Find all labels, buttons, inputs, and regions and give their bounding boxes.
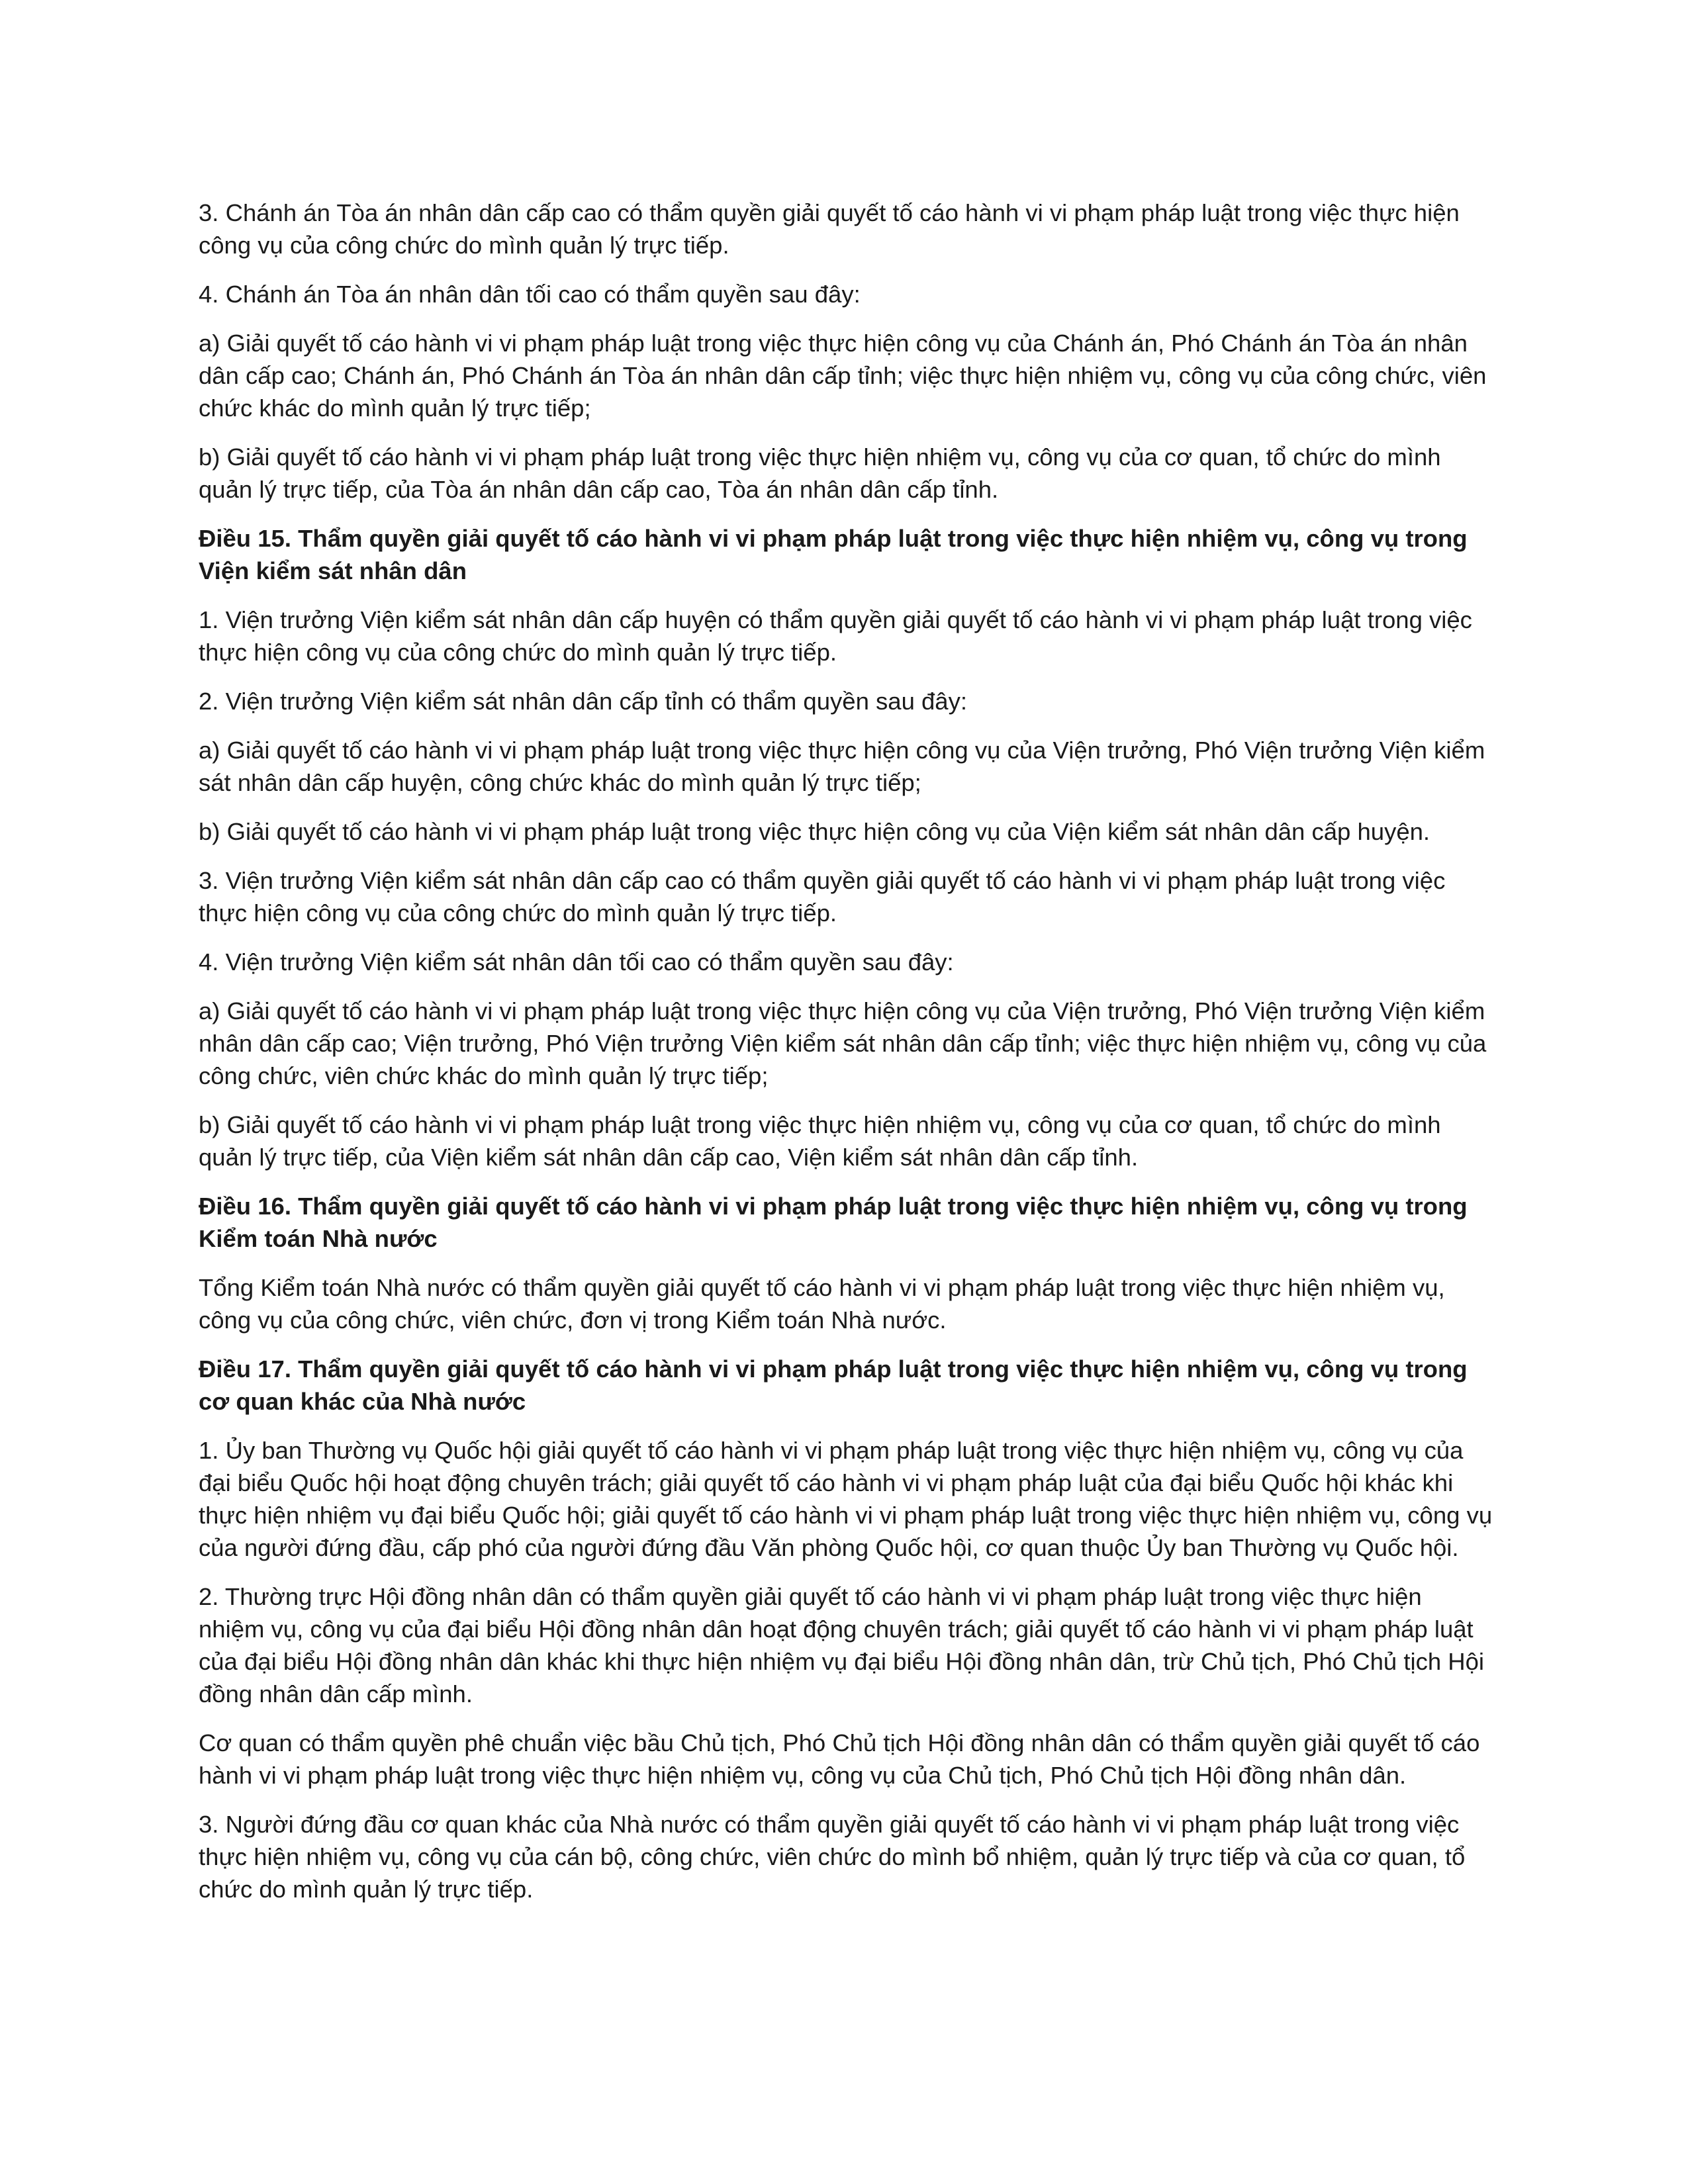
article-heading: Điều 17. Thẩm quyền giải quyết tố cáo hành vi vi phạm pháp luật trong việc thực hiện nhiệm vụ, công vụ trong cơ quan khác của Nhà nước [199,1355,1468,1415]
paragraph: Tổng Kiểm toán Nhà nước có thẩm quyền giải quyết tố cáo hành vi vi phạm pháp luật trong việc thực hiện nhiệm vụ, công vụ của công chức, viên chức, đơn vị trong Kiểm toán Nhà nước. [199,1274,1445,1334]
article-heading: Điều 16. Thẩm quyền giải quyết tố cáo hành vi vi phạm pháp luật trong việc thực hiện nhiệm vụ, công vụ trong Kiểm toán Nhà nước [199,1193,1468,1252]
paragraph: 3. Chánh án Tòa án nhân dân cấp cao có thẩm quyền giải quyết tố cáo hành vi vi phạm pháp luật trong việc thực hiện công vụ của công chức do mình quản lý trực tiếp. [199,199,1460,259]
paragraph: b) Giải quyết tố cáo hành vi vi phạm pháp luật trong việc thực hiện nhiệm vụ, công vụ của cơ quan, tổ chức do mình quản lý trực tiếp, của Tòa án nhân dân cấp cao, Tòa án nhân dân cấp tỉnh. [199,443,1441,503]
paragraph: a) Giải quyết tố cáo hành vi vi phạm pháp luật trong việc thực hiện công vụ của Chánh án, Phó Chánh án Tòa án nhân dân cấp cao; Chánh án, Phó Chánh án Tòa án nhân dân cấp tỉnh; việc thực hiện nhiệm vụ, công vụ của công chức, viên chức khác do mình quản lý trực tiếp; [199,330,1487,422]
paragraph: b) Giải quyết tố cáo hành vi vi phạm pháp luật trong việc thực hiện công vụ của Viện kiểm sát nhân dân cấp huyện. [199,818,1430,845]
article-heading: Điều 15. Thẩm quyền giải quyết tố cáo hành vi vi phạm pháp luật trong việc thực hiện nhiệm vụ, công vụ trong Viện kiểm sát nhân dân [199,525,1468,584]
paragraph: 1. Viện trưởng Viện kiểm sát nhân dân cấp huyện có thẩm quyền giải quyết tố cáo hành vi vi phạm pháp luật trong việc thực hiện công vụ của công chức do mình quản lý trực tiếp. [199,606,1472,666]
paragraph: a) Giải quyết tố cáo hành vi vi phạm pháp luật trong việc thực hiện công vụ của Viện trưởng, Phó Viện trưởng Viện kiểm nhân dân cấp cao; Viện trưởng, Phó Viện trưởng Viện kiểm sát nhân dân cấp tỉnh; việc thực hiện nhiệm vụ, công vụ của công chức, viên chức khác do mình quản lý trực tiếp; [199,997,1487,1089]
paragraph: 4. Chánh án Tòa án nhân dân tối cao có thẩm quyền sau đây: [199,281,861,308]
paragraph: a) Giải quyết tố cáo hành vi vi phạm pháp luật trong việc thực hiện công vụ của Viện trưởng, Phó Viện trưởng Viện kiểm sát nhân dân cấp huyện, công chức khác do mình quản lý trực tiếp; [199,737,1485,796]
paragraph: Cơ quan có thẩm quyền phê chuẩn việc bầu Chủ tịch, Phó Chủ tịch Hội đồng nhân dân có thẩm quyền giải quyết tố cáo hành vi vi phạm pháp luật trong việc thực hiện nhiệm vụ, công vụ của Chủ tịch, Phó Chủ tịch Hội đồng nhân dân. [199,1729,1480,1789]
paragraph: 2. Viện trưởng Viện kiểm sát nhân dân cấp tỉnh có thẩm quyền sau đây: [199,688,967,715]
paragraph: b) Giải quyết tố cáo hành vi vi phạm pháp luật trong việc thực hiện nhiệm vụ, công vụ của cơ quan, tổ chức do mình quản lý trực tiếp, của Viện kiểm sát nhân dân cấp cao, Viện kiểm sát nhân dân cấp tỉnh. [199,1111,1441,1171]
paragraph: 3. Người đứng đầu cơ quan khác của Nhà nước có thẩm quyền giải quyết tố cáo hành vi vi phạm pháp luật trong việc thực hiện nhiệm vụ, công vụ của cán bộ, công chức, viên chức do mình bổ nhiệm, quản lý trực tiếp và của cơ quan, tổ chức do mình quản lý trực tiếp. [199,1811,1466,1903]
paragraph: 3. Viện trưởng Viện kiểm sát nhân dân cấp cao có thẩm quyền giải quyết tố cáo hành vi vi phạm pháp luật trong việc thực hiện công vụ của công chức do mình quản lý trực tiếp. [199,867,1446,927]
paragraph: 1. Ủy ban Thường vụ Quốc hội giải quyết tố cáo hành vi vi phạm pháp luật trong việc thực hiện nhiệm vụ, công vụ của đại biểu Quốc hội hoạt động chuyên trách; giải quyết tố cáo hành vi vi phạm pháp luật của đại biểu Quốc hội khác khi thực hiện nhiệm vụ đại biểu Quốc hội; giải quyết tố cáo hành vi vi phạm pháp luật trong việc thực hiện nhiệm vụ, công vụ của người đứng đầu, cấp phó của người đứng đầu Văn phòng Quốc hội, cơ quan thuộc Ủy ban Thường vụ Quốc hội. [199,1437,1493,1561]
paragraph: 2. Thường trực Hội đồng nhân dân có thẩm quyền giải quyết tố cáo hành vi vi phạm pháp luật trong việc thực hiện nhiệm vụ, công vụ của đại biểu Hội đồng nhân dân hoạt động chuyên trách; giải quyết tố cáo hành vi vi phạm pháp luật của đại biểu Hội đồng nhân dân khác khi thực hiện nhiệm vụ đại biểu Hội đồng nhân dân, trừ Chủ tịch, Phó Chủ tịch Hội đồng nhân dân cấp mình. [199,1583,1485,1707]
paragraph: 4. Viện trưởng Viện kiểm sát nhân dân tối cao có thẩm quyền sau đây: [199,948,954,976]
document-body [199,197,1493,1922]
